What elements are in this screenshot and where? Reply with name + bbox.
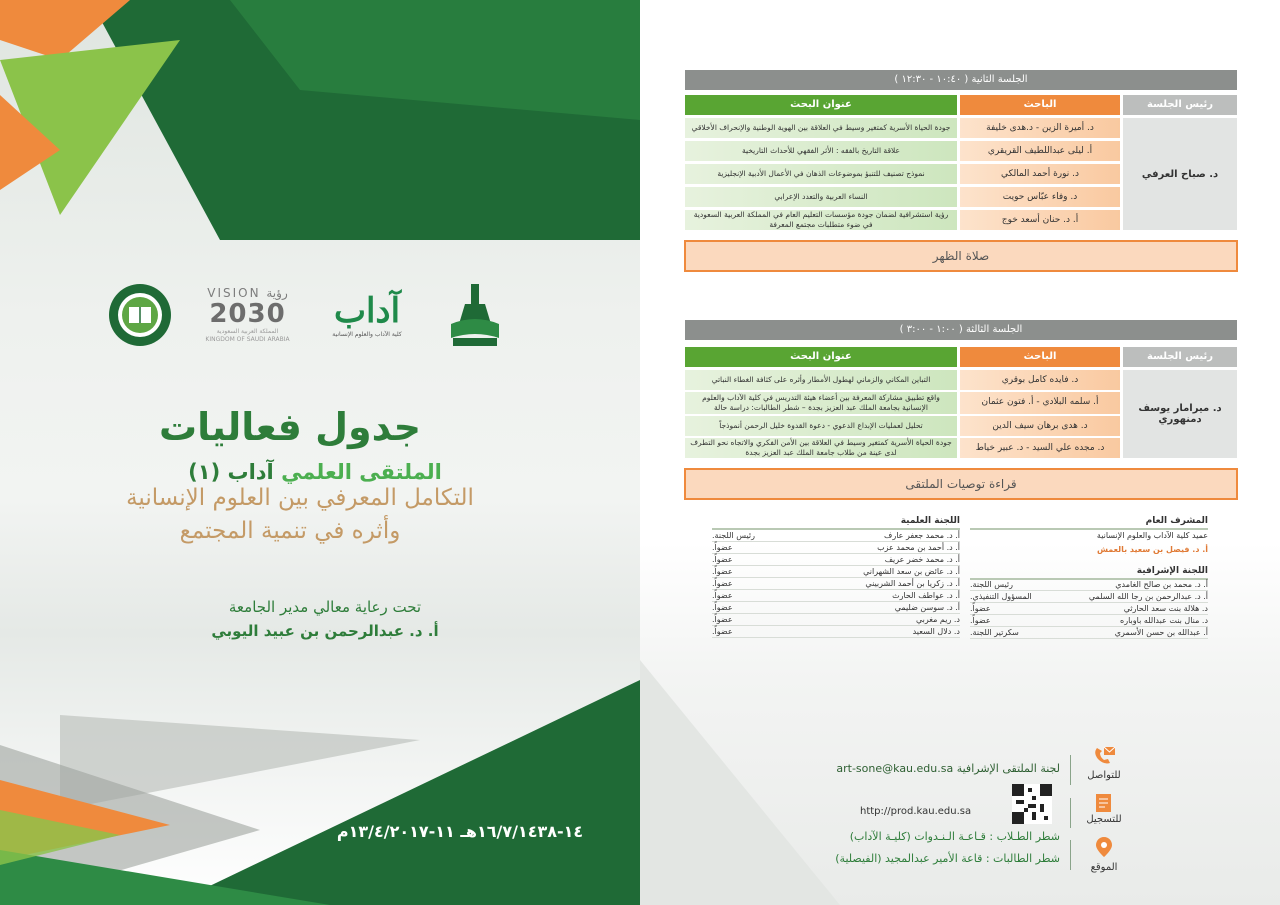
member-role: عضواً. [712,567,733,576]
session-3-researcher: د. مجده علي السيد - د. عبير خياط [960,438,1120,458]
session-2-paper: جودة الحياة الأسرية كمتغير وسيط في العلاقة بين الهوية الوطنية والإنحراف الأخلاقي [685,118,957,138]
list-item [712,531,960,542]
member-name: أ. د. عواطف الحارث [892,591,960,600]
closing-label: قراءة توصيات الملتقى [684,468,1238,500]
session-3-researcher: د. هدى برهان سيف الدين [960,416,1120,436]
divider [970,528,1208,530]
session-3-header-researcher: الباحث [960,347,1120,367]
vision-sub-en: KINGDOM OF SAUDI ARABIA [205,336,290,343]
member-name: أ. د. زكريا بن أحمد الشربيني [865,579,960,588]
forum-title-prefix: الملتقى العلمي [281,460,442,484]
adab-word: آداب [333,291,401,331]
session-3-paper: التباين المكاني والزماني لهطول الأمطار وأثره على كثافة الغطاء النباتي [685,370,957,390]
register-icon [1092,792,1116,814]
general-supervisor-heading: المشرف العام [1145,516,1208,526]
session-2-header-researcher: الباحث [960,95,1120,115]
list-item [712,543,960,554]
general-supervisor-name: أ. د. فيصل بن سعيد بالعمش [1096,545,1208,554]
schedule-panel [640,0,1280,905]
location-pin-icon [1092,836,1116,858]
member-role: عضواً. [970,604,991,613]
session-2-paper: نموذج تصنيف للتنبؤ بموضوعات الذهان في الأعمال الأدبية الإنجليزية [685,164,957,184]
forum-subtitle-1: التكامل المعرفي بين العلوم الإنسانية [126,485,474,511]
list-item [712,591,960,602]
session-2-paper: النساء العربية والتعدد الإعرابي [685,187,957,207]
divider [1070,755,1071,785]
member-role: عضواً. [970,616,991,625]
divider [1070,798,1071,828]
session-2-researcher: د. نورة أحمد المالكي [960,164,1120,184]
member-role: عضواً. [712,555,733,564]
list-item [970,592,1208,603]
session-2-researcher: أ. ليلى عبداللطيف القريقري [960,141,1120,161]
list-item [712,555,960,566]
supervisory-committee-heading: اللجنة الإشرافية [1136,566,1208,576]
member-role: سكرتير اللجنة. [970,628,1019,637]
session-3-title: الجلسة الثالثة ( ١:٠٠ - ٣:٠٠ ) [685,320,1237,340]
scientific-committee-heading: اللجنة العلمية [900,516,960,526]
member-name: أ. عبدالله بن حسن الأسمري [1114,628,1208,637]
forum-title [150,460,480,484]
session-3-researcher: د. فايده كامل بوقري [960,370,1120,390]
list-item [712,603,960,614]
session-3-chair: د. ميرامار يوسف دمنهوري [1123,370,1237,458]
adab-logo [312,276,422,354]
vision-2030-logo [195,276,300,354]
member-role: عضواً. [712,579,733,588]
session-2-chair: د. صباح العرفي [1123,118,1237,230]
kau-logo [445,276,505,354]
member-name: أ. د. سوسن ضليمي [894,603,960,612]
break-label: صلاة الظهر [684,240,1238,272]
list-item [712,567,960,578]
vision-sub-ar: المملكة العربية السعودية [216,328,279,335]
session-2-header-chair: رئيس الجلسة [1123,95,1237,115]
bottom-decoration [0,660,640,905]
patron-name: أ. د. عبدالرحمن بن عبيد اليوبي [211,622,439,640]
faculty-seal-logo [105,276,175,354]
member-role: رئيس اللجنة. [970,580,1013,589]
general-supervisor-role: عميد كلية الآداب والعلوم الإنسانية [1096,531,1208,540]
session-2-researcher: د. أميرة الزين - د.هدى خليفة [960,118,1120,138]
contact-label: للتواصل [1087,770,1121,781]
location-line-2: شطر الطالبات : قاعة الأمير عبدالمجيد (الفيصلية) [835,852,1060,865]
session-2-researcher: أ. د. حنان أسعد خوج [960,210,1120,230]
list-item [970,580,1208,591]
member-name: أ. د. محمد بن صالح الغامدي [1115,580,1208,589]
session-3-header-chair: رئيس الجلسة [1123,347,1237,367]
member-name: أ. د. عبدالرحمن بن رجا الله السلمي [1088,592,1208,601]
list-item [970,604,1208,615]
member-role: المسؤول التنفيذي. [970,592,1032,601]
top-decoration [0,0,640,240]
event-date: ١٤-١٦/٧/١٤٣٨هـ ١١-١٣/٤/٢٠١٧م [336,822,584,841]
divider [712,528,960,530]
location-label: الموقع [1090,862,1118,873]
contact-icon [1092,745,1116,767]
location-line-1: شطر الطـلاب : قـاعـة الـنـدوات (كليـة الآداب) [849,830,1060,843]
member-name: أ. د. عائض بن سعد الشهراني [863,567,960,576]
list-item [970,628,1208,639]
forum-title-suffix: آداب (١) [188,460,274,484]
member-role: رئيس اللجنة. [712,531,755,540]
session-3-paper: جودة الحياة الأسرية كمتغير وسيط في العلاقة بين الأمن الفكري والاتجاه نحو التطرف لدى عينة من طلاب جامعة الملك عبد العزيز بجدة [685,438,957,458]
register-url[interactable]: http://prod.kau.edu.sa [860,806,972,817]
register-label: للتسجيل [1086,814,1122,825]
member-name: د. منال بنت عبدالله باوباره [1120,616,1208,625]
session-2-paper: علاقة التاريخ بالفقه : الأثر الفقهي للأحداث التاريخية [685,141,957,161]
member-name: د. هلالة بنت سعد الحارثي [1123,604,1208,613]
forum-subtitle-2: وأثره في تنمية المجتمع [179,518,401,544]
session-2-paper: رؤية استشرافية لضمان جودة مؤسسات التعليم العام في المملكة العربية السعودية في ضوء متطلبات مجتمع المعرفة [685,210,957,230]
divider [1070,840,1071,870]
member-name: أ. د. محمد خضر عريف [884,555,960,564]
member-name: أ. د. أحمد بن محمد عزب [877,543,960,552]
member-name: د. دلال السعيد [912,627,960,636]
adab-sub: كلية الآداب والعلوم الإنسانية [332,331,402,338]
contact-text[interactable]: لجنة الملتقى الإشرافية art-sone@kau.edu.sa [836,762,1060,775]
member-role: عضواً. [712,543,733,552]
member-role: عضواً. [712,615,733,624]
member-role: عضواً. [712,603,733,612]
page-title: جدول فعاليات [159,405,421,449]
patron-line: تحت رعاية معالي مدير الجامعة [228,598,422,616]
vision-year: 2030 [209,299,286,329]
session-2-title: الجلسة الثانية ( ١٠:٤٠ - ١٢:٣٠ ) [685,70,1237,90]
vision-word: VISION رؤية [207,286,288,300]
session-3-paper: تحليل لعمليات الإبداع الدعوي - دعوة القدوة خليل الرحمن أنموذجاً [685,416,957,436]
member-role: عضواً. [712,627,733,636]
list-item [712,579,960,590]
qr-code-icon [1012,784,1052,824]
list-item [712,627,960,638]
member-name: د. ريم مغربي [915,615,960,624]
session-3-header-paper: عنوان البحث [685,347,957,367]
member-role: عضواً. [712,591,733,600]
session-3-researcher: أ. سلمه البلادي - أ. فتون عثمان [960,392,1120,414]
list-item [970,616,1208,627]
bottom-right-decoration [640,660,1280,905]
session-2-header-paper: عنوان البحث [685,95,957,115]
list-item [712,615,960,626]
session-2-researcher: د. وفاء عبّاس حويت [960,187,1120,207]
member-name: أ. د. محمد جعفر عارف [884,531,960,540]
session-3-paper: واقع تطبيق مشاركة المعرفة بين أعضاء هيئة التدريس في كلية الآداب والعلوم الإنسانية بجامعة الملك عبد العزيز بجدة – شطر الطالبات: دراسة حالة [685,392,957,414]
